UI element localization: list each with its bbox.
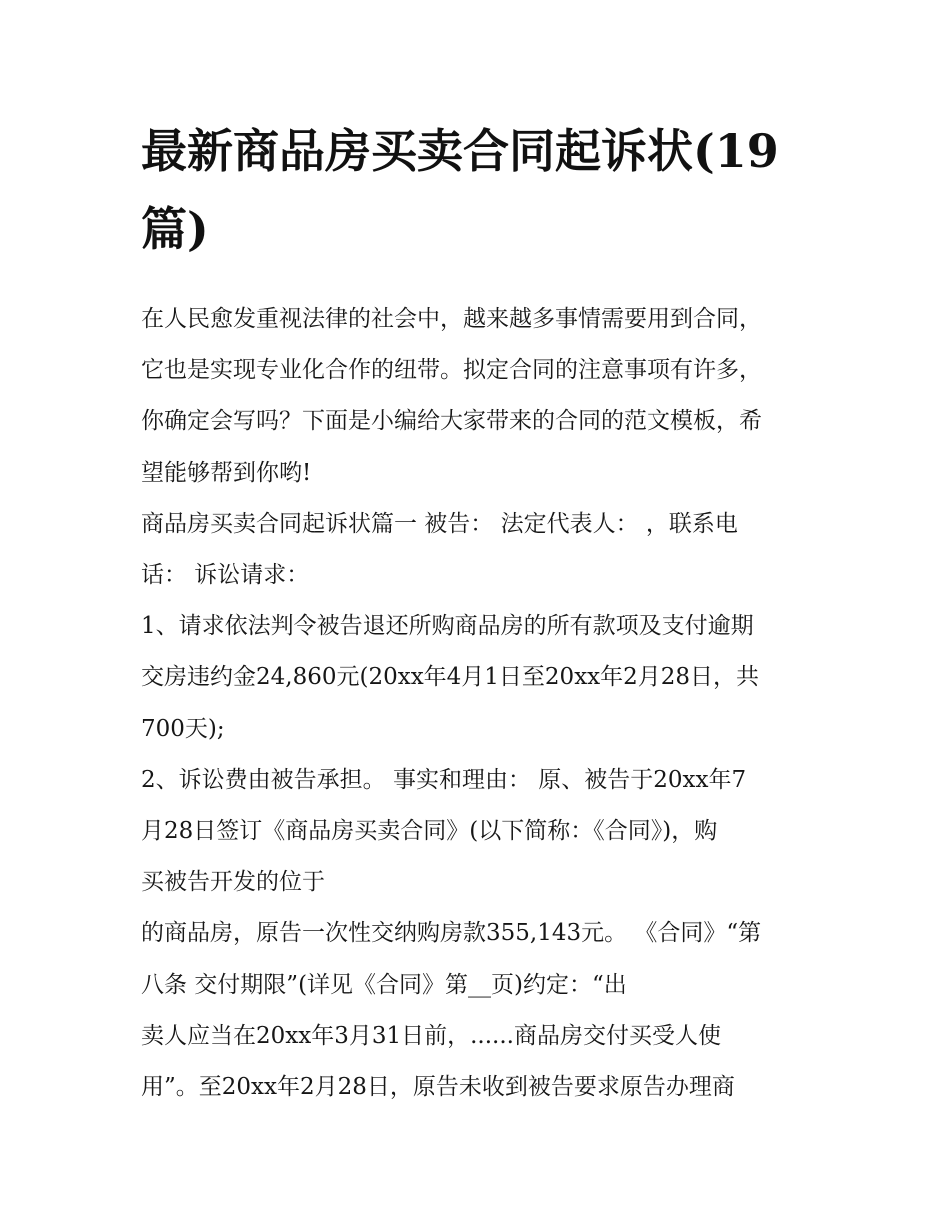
text-line: 700天); (141, 715, 225, 742)
text-line: 它也是实现专业化合作的纽带。拟定合同的注意事项有许多， (141, 357, 762, 384)
text-line: 的商品房，原告一次性交纳购房款355,143元。 《合同》“第 (141, 920, 762, 947)
text-line: 话： 诉讼请求： (141, 562, 310, 589)
document-content (141, 112, 813, 1113)
text-line: 月28日签订《商品房买卖合同》(以下简称：《合同》)，购 (141, 818, 718, 845)
document-body (141, 294, 813, 1113)
text-line: 八条 交付期限”(详见《合同》第__页)约定：“出 (141, 971, 627, 998)
document-title (141, 112, 813, 268)
title-line-1: 最新商品房买卖合同起诉状(19 (141, 124, 779, 178)
text-line: 望能够帮到你哟! (141, 459, 312, 486)
text-line: 在人民愈发重视法律的社会中，越来越多事情需要用到合同， (141, 306, 762, 332)
text-line: 用”。至20xx年2月28日，原告未收到被告要求原告办理商 (141, 1074, 735, 1101)
text-line: 你确定会写吗？下面是小编给大家带来的合同的范文模板，希 (141, 408, 762, 435)
text-line: 1、请求依法判令被告退还所购商品房的所有款项及支付逾期 (141, 613, 754, 640)
title-line-2: 篇) (141, 202, 209, 256)
text-line: 交房违约金24,860元(20xx年4月1日至20xx年2月28日，共 (141, 664, 760, 691)
text-line: 买被告开发的位于 (141, 869, 325, 896)
text-line: 2、诉讼费由被告承担。 事实和理由： 原、被告于20xx年7 (141, 766, 747, 793)
text-line: 商品房买卖合同起诉状篇一 被告： 法定代表人： ，联系电 (141, 510, 738, 537)
text-line: 卖人应当在20xx年3月31日前，......商品房交付买受人使 (141, 1022, 721, 1049)
